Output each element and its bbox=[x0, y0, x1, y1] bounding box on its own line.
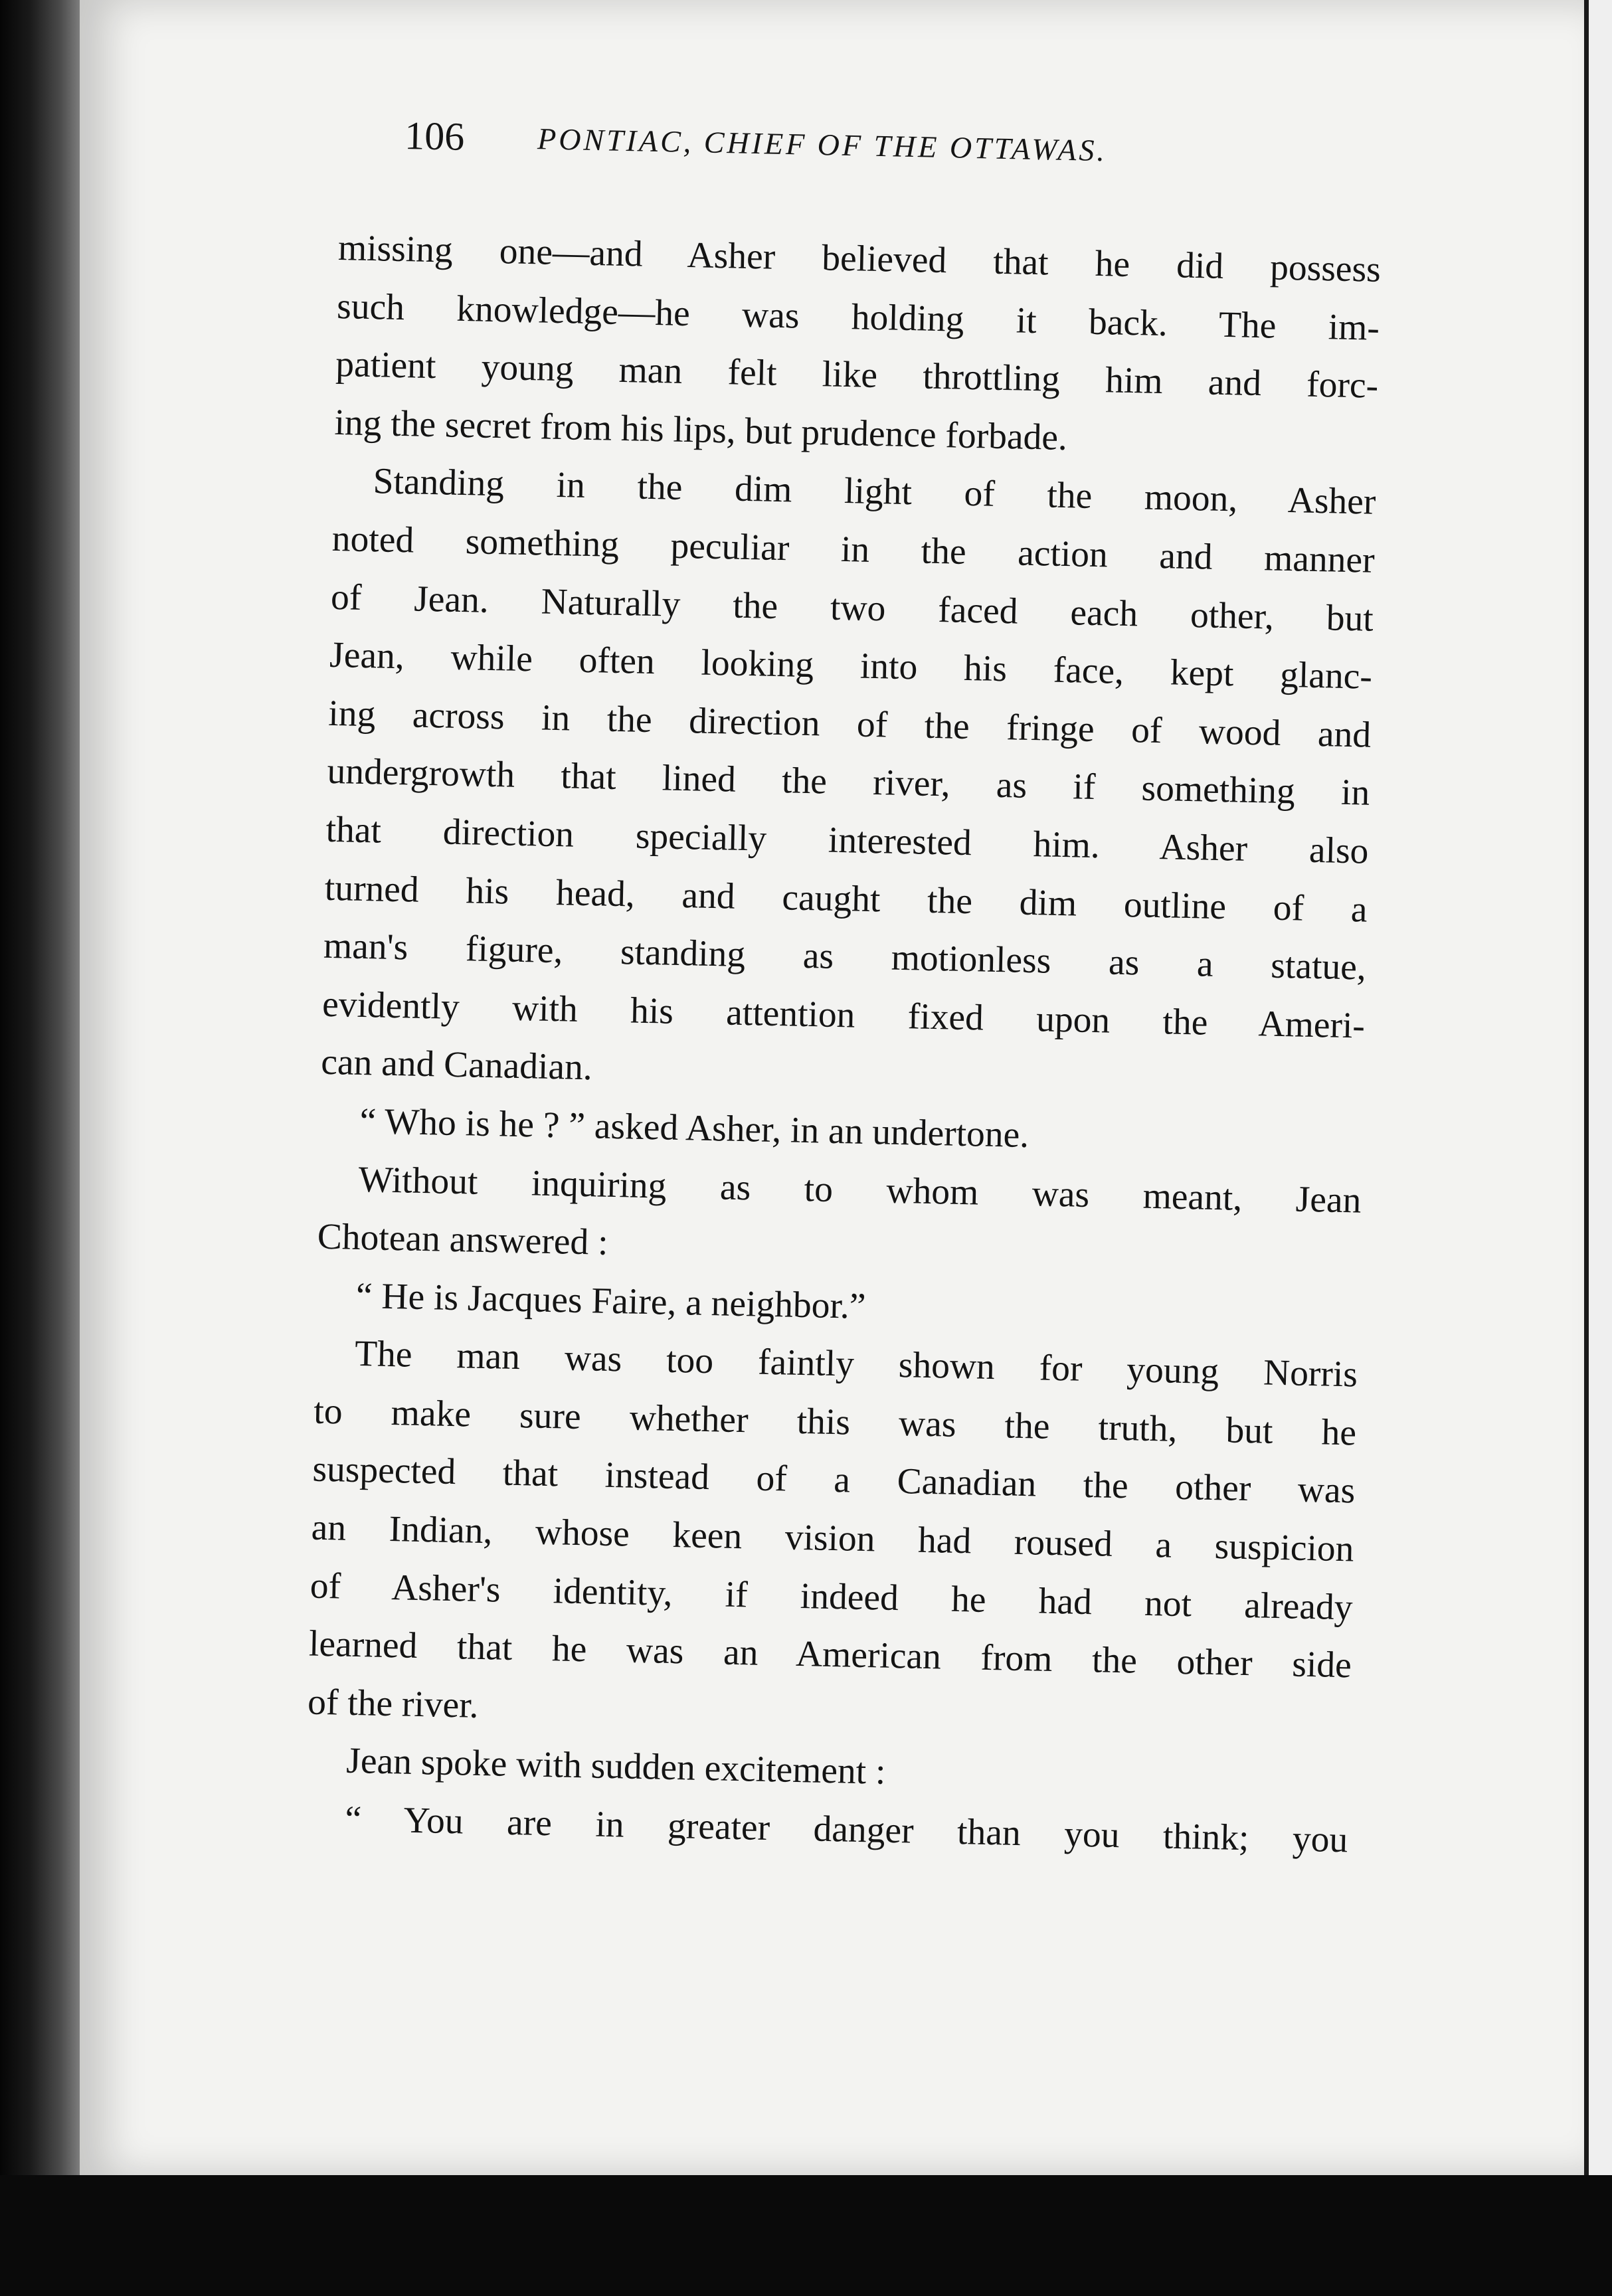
text-line: Chotean answered : bbox=[317, 1216, 609, 1263]
text-line: The man was too faintly shown for young Norris bbox=[354, 1334, 1358, 1395]
text-line: can and Canadian. bbox=[320, 1042, 593, 1089]
text-line: to make sure whether this was the truth, but he bbox=[313, 1391, 1357, 1454]
text-line: suspected that instead of a Canadian the other was bbox=[312, 1449, 1356, 1512]
body-text bbox=[305, 219, 1382, 1870]
text-line: Jean spoke with sudden excitement : bbox=[345, 1741, 887, 1793]
text-line: “ Who is he ? ” asked Asher, in an undertone. bbox=[359, 1101, 1030, 1156]
text-line: “ He is Jacques Faire, a neighbor.” bbox=[355, 1275, 867, 1327]
text-line: man's figure, standing as motionless as a statue, bbox=[323, 925, 1367, 988]
text-line: that direction specially interested him. Asher also bbox=[325, 809, 1370, 872]
text-line: ing the secret from his lips, but prudence forbade. bbox=[333, 402, 1068, 458]
text-line: “ You are in greater danger than you think; you bbox=[344, 1799, 1348, 1861]
text-line: of the river. bbox=[307, 1682, 480, 1726]
text-line: such knowledge—he was holding it back. The im- bbox=[336, 286, 1380, 349]
text-line: noted something peculiar in the action and manner bbox=[331, 518, 1376, 581]
text-line: evidently with his attention fixed upon the Ameri- bbox=[321, 984, 1366, 1047]
running-head: PONTIAC, CHIEF OF THE OTTAWAS. bbox=[537, 122, 1108, 168]
facing-page-edge bbox=[1589, 0, 1612, 2192]
text-line: learned that he was an American from the other side bbox=[308, 1623, 1352, 1686]
text-line: Without inquiring as to whom was meant, Jean bbox=[358, 1159, 1362, 1221]
page-number: 106 bbox=[404, 113, 465, 159]
text-line: missing one—and Asher believed that he did possess bbox=[337, 227, 1382, 290]
text-line: an Indian, whose keen vision had roused a suspicion bbox=[311, 1507, 1355, 1570]
text-line: patient young man felt like throttling him and forc- bbox=[335, 344, 1379, 407]
text-line: of Jean. Naturally the two faced each other, but bbox=[330, 576, 1374, 640]
text-line: of Asher's identity, if indeed he had not already bbox=[310, 1565, 1354, 1629]
text-line: turned his head, and caught the dim outline of a bbox=[324, 867, 1368, 930]
text-line: Jean, while often looking into his face, kept glanc- bbox=[329, 635, 1373, 697]
text-line: Standing in the dim light of the moon, Asher bbox=[373, 461, 1377, 523]
text-line: ing across in the direction of the fringe of wood and bbox=[327, 693, 1372, 756]
scan-background bbox=[0, 2175, 1612, 2296]
text-line: undergrowth that lined the river, as if something in bbox=[326, 751, 1370, 814]
